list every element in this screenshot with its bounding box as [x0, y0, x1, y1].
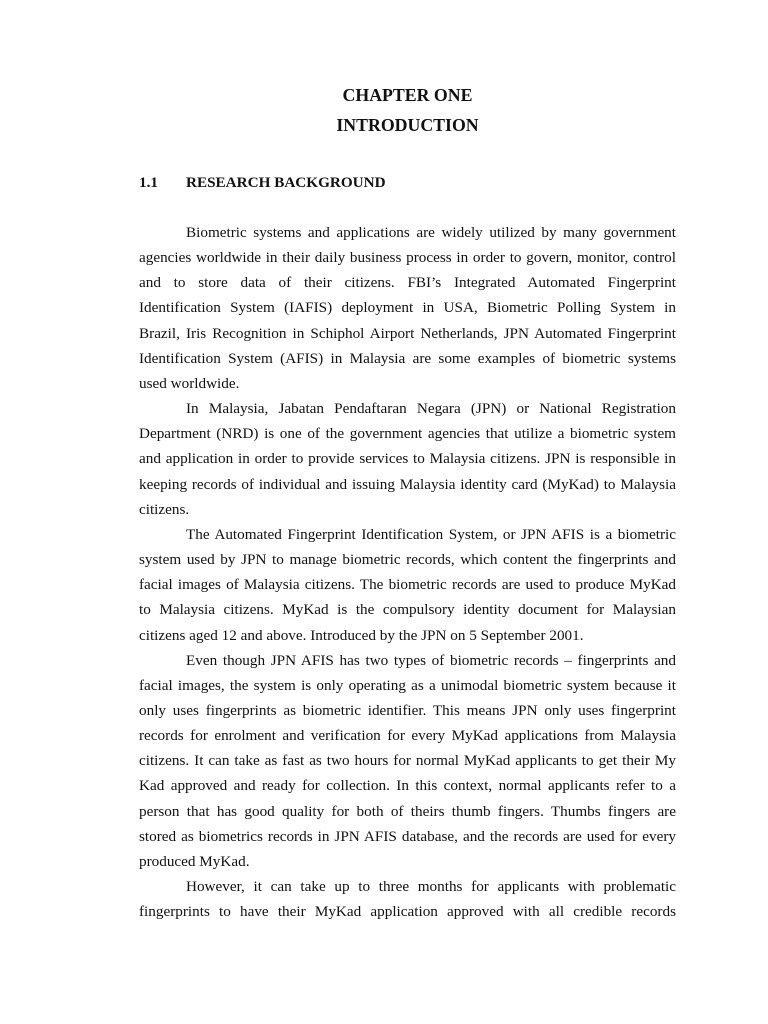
text-line: facial images of Malaysia citizens. The biometric records are used to produce MyKad — [139, 576, 676, 594]
chapter-heading — [139, 80, 676, 140]
text-line: In Malaysia, Jabatan Pendaftaran Negara (JPN) or National Registration — [186, 400, 676, 418]
text-line: facial images, the system is only operating as a unimodal biometric system because it — [139, 676, 676, 694]
text-line: agencies worldwide in their daily business process in order to govern, monitor, control — [139, 249, 676, 267]
text-line: records for enrolment and verification for every MyKad applications from Malaysia — [139, 727, 676, 745]
text-line: to Malaysia citizens. MyKad is the compulsory identity document for Malaysian — [139, 601, 676, 619]
paragraph — [139, 648, 676, 874]
text-line: system used by JPN to manage biometric records, which content the fingerprints and — [139, 551, 676, 569]
text-line: Identification System (IAFIS) deployment in USA, Biometric Polling System in — [139, 299, 676, 317]
text-line: Biometric systems and applications are widely utilized by many government — [186, 224, 676, 241]
chapter-label: CHAPTER ONE — [342, 85, 473, 105]
text-line: person that has good quality for both of theirs thumb fingers. Thumbs fingers are — [139, 802, 676, 820]
body-text — [139, 220, 676, 924]
text-line: citizens. — [139, 500, 190, 518]
section-heading — [139, 170, 676, 195]
text-line: Even though JPN AFIS has two types of biometric records – fingerprints and — [186, 651, 676, 669]
text-line: Kad approved and ready for collection. In this context, normal applicants refer to a — [139, 777, 676, 795]
text-line: produced MyKad. — [139, 852, 250, 870]
text-line: and application in order to provide services to Malaysia citizens. JPN is responsible in — [139, 450, 676, 468]
text-line: The Automated Fingerprint Identification System, or JPN AFIS is a biometric — [186, 525, 676, 543]
text-line: used worldwide. — [139, 374, 240, 392]
section-number: 1.1 — [139, 174, 158, 191]
paragraph — [139, 220, 676, 396]
section-title: RESEARCH BACKGROUND — [186, 174, 386, 191]
chapter-title: INTRODUCTION — [336, 115, 479, 135]
text-line: only uses fingerprints as biometric identifier. This means JPN only uses fingerprint — [139, 701, 676, 719]
text-line: citizens aged 12 and above. Introduced by the JPN on 5 September 2001. — [139, 626, 584, 644]
text-line: Brazil, Iris Recognition in Schiphol Airport Netherlands, JPN Automated Fingerprint — [139, 324, 676, 342]
text-line: Department (NRD) is one of the government agencies that utilize a biometric system — [139, 425, 676, 443]
text-line: citizens. It can take as fast as two hours for normal MyKad applicants to get their My — [139, 752, 676, 770]
paragraph — [139, 396, 676, 522]
text-line: However, it can take up to three months for applicants with problematic — [186, 878, 676, 896]
text-line: fingerprints to have their MyKad application approved with all credible records — [139, 903, 676, 921]
text-line: Identification System (AFIS) in Malaysia are some examples of biometric systems — [139, 349, 676, 367]
paragraph — [139, 874, 676, 924]
text-line: and to store data of their citizens. FBI’s Integrated Automated Fingerprint — [139, 274, 676, 292]
text-line: keeping records of individual and issuing Malaysia identity card (MyKad) to Malaysia — [139, 475, 676, 493]
text-line: stored as biometrics records in JPN AFIS database, and the records are used for every — [139, 827, 676, 845]
paragraph — [139, 522, 676, 648]
